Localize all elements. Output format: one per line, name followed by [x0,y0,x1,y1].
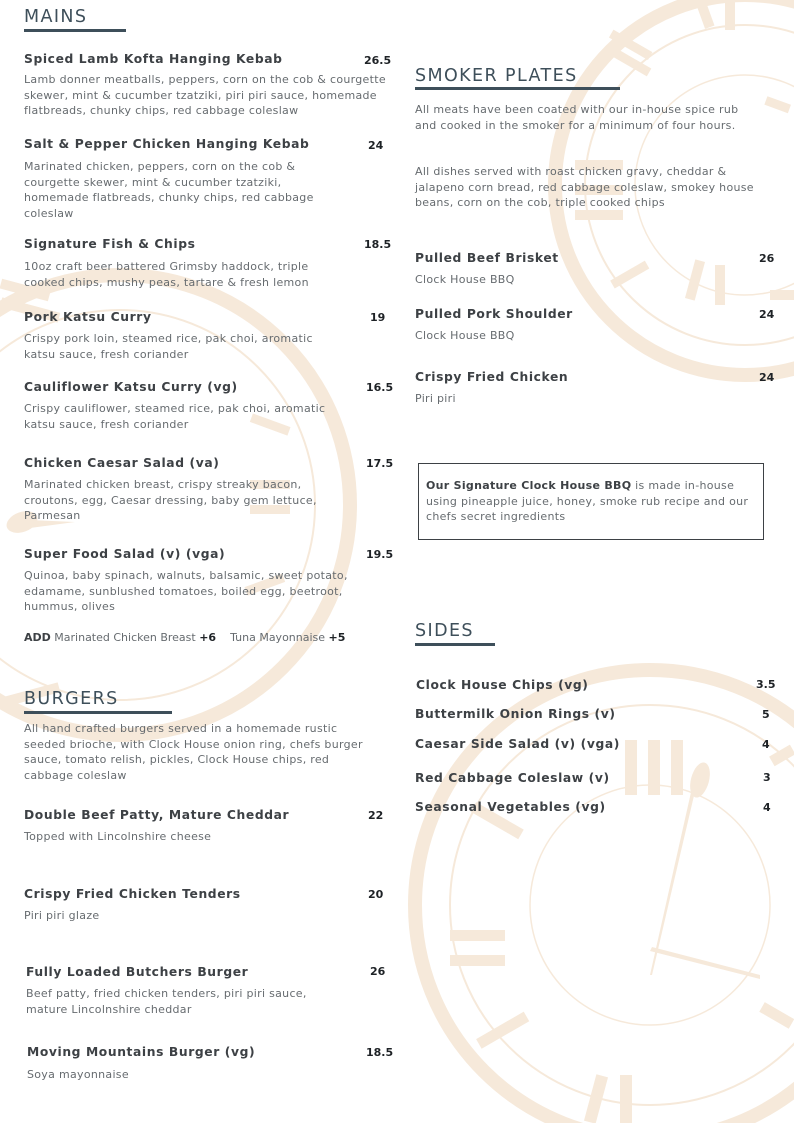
menu-item-name: Crispy Fried Chicken [415,370,569,384]
menu-item-price: 22 [368,809,384,822]
menu-item-price: 26.5 [364,54,392,67]
menu-item-description: Lamb donner meatballs, peppers, corn on the cob & courgette skewer, mint & cucumber tzatziki, piri piri sauce, homemade flatbreads, chunky chips, red cabbage coleslaw [24,73,386,117]
add-label: ADD [24,631,51,644]
menu-item-name: Super Food Salad (v) (vga) [24,547,226,561]
sides-underline [415,643,495,646]
add-on-price: +6 [199,631,217,644]
menu-item-name: Chicken Caesar Salad (va) [24,456,220,470]
side-item-name: Clock House Chips (vg) [416,678,589,692]
burgers-underline [24,711,172,714]
bbq-note-box [418,463,764,540]
bbq-note-highlight: Our Signature Clock House BBQ [426,479,632,492]
add-ons-line [24,631,345,644]
menu-item-name: Cauliflower Katsu Curry (vg) [24,380,238,394]
menu-item-description: Marinated chicken, peppers, corn on the cob & courgette skewer, mint & cucumber tzatziki, homemade flatbreads, chunky chips, red cabbage coleslaw [24,160,314,220]
menu-item-price: 16.5 [366,381,394,394]
bbq-note-body: is made in-house using pineapple juice, honey, smoke rub recipe and our chefs secret ingredients [426,479,749,523]
smoker-intro-sides: All dishes served with roast chicken gravy, cheddar & jalapeno corn bread, red cabbage coleslaw, smokey house beans, corn on the cob, triple cooked chips [415,165,754,209]
menu-item-name: Spiced Lamb Kofta Hanging Kebab [24,52,283,66]
menu-item-name: Salt & Pepper Chicken Hanging Kebab [24,137,310,151]
menu-item-name: Double Beef Patty, Mature Cheddar [24,808,290,822]
menu-item-price: 18.5 [366,1046,394,1059]
menu-item-name: Pork Katsu Curry [24,310,152,324]
add-on-name: Tuna Mayonnaise [230,631,326,644]
menu-item-description: Topped with Lincolnshire cheese [24,830,212,843]
menu-item-name: Pulled Pork Shoulder [415,307,573,321]
side-item-name: Buttermilk Onion Rings (v) [415,707,616,721]
bbq-note-text [426,478,756,525]
menu-item-price: 24 [368,139,384,152]
menu-item-description: Marinated chicken breast, crispy streaky bacon, croutons, egg, Caesar dressing, baby gem lettuce, Parmesan [24,478,317,522]
menu-item-price: 19 [370,311,386,324]
side-item-name: Seasonal Vegetables (vg) [415,800,606,814]
menu-item-description: Crispy cauliflower, steamed rice, pak choi, aromatic katsu sauce, fresh coriander [24,402,326,431]
menu-item-description: Quinoa, baby spinach, walnuts, balsamic, sweet potato, edamame, sunblushed tomatoes, boiled egg, beetroot, hummus, olives [24,569,348,613]
mains-underline [24,29,126,32]
add-on-price: +5 [328,631,346,644]
smoker-plates-underline [415,87,620,90]
sides-heading: SIDES [415,621,474,641]
menu-item-name: Pulled Beef Brisket [415,251,559,265]
menu-item-price: 17.5 [366,457,394,470]
menu-item-price: 26 [759,252,775,265]
menu-item-price: 24 [759,371,775,384]
menu-item-description: Clock House BBQ [415,329,515,342]
menu-item-name: Crispy Fried Chicken Tenders [24,887,241,901]
menu-item-price: 26 [370,965,386,978]
side-item-name: Caesar Side Salad (v) (vga) [415,737,620,751]
side-item-price: 4 [762,738,770,751]
menu-item-description: Piri piri [415,392,456,405]
menu-item-name: Moving Mountains Burger (vg) [27,1045,256,1059]
menu-item-description: Beef patty, fried chicken tenders, piri piri sauce, mature Lincolnshire cheddar [26,987,307,1016]
smoker-intro: All meats have been coated with our in-house spice rub and cooked in the smoker for a minimum of four hours. [415,103,739,132]
menu-item-price: 18.5 [364,238,392,251]
mains-heading: MAINS [24,7,88,27]
menu-item-description: Soya mayonnaise [27,1068,129,1081]
burgers-heading: BURGERS [24,689,119,709]
menu-item-price: 20 [368,888,384,901]
menu-item-name: Fully Loaded Butchers Burger [26,965,249,979]
menu-item-price: 24 [759,308,775,321]
side-item-price: 3.5 [756,678,776,691]
menu-item-description: Clock House BBQ [415,273,515,286]
smoker-plates-heading: SMOKER PLATES [415,66,578,86]
side-item-price: 4 [763,801,771,814]
side-item-price: 5 [762,708,770,721]
side-item-price: 3 [763,771,771,784]
menu-item-name: Signature Fish & Chips [24,237,196,251]
add-on-name: Marinated Chicken Breast [54,631,196,644]
menu-item-description: Piri piri glaze [24,909,100,922]
burgers-intro: All hand crafted burgers served in a homemade rustic seeded brioche, with Clock House onion ring, chefs burger sauce, tomato relish, pickles, Clock House chips, red cabbage coleslaw [24,722,363,782]
menu-item-description: Crispy pork loin, steamed rice, pak choi, aromatic katsu sauce, fresh coriander [24,332,313,361]
menu-item-description: 10oz craft beer battered Grimsby haddock, triple cooked chips, mushy peas, tartare & fresh lemon [24,260,309,289]
menu-item-price: 19.5 [366,548,394,561]
side-item-name: Red Cabbage Coleslaw (v) [415,771,610,785]
